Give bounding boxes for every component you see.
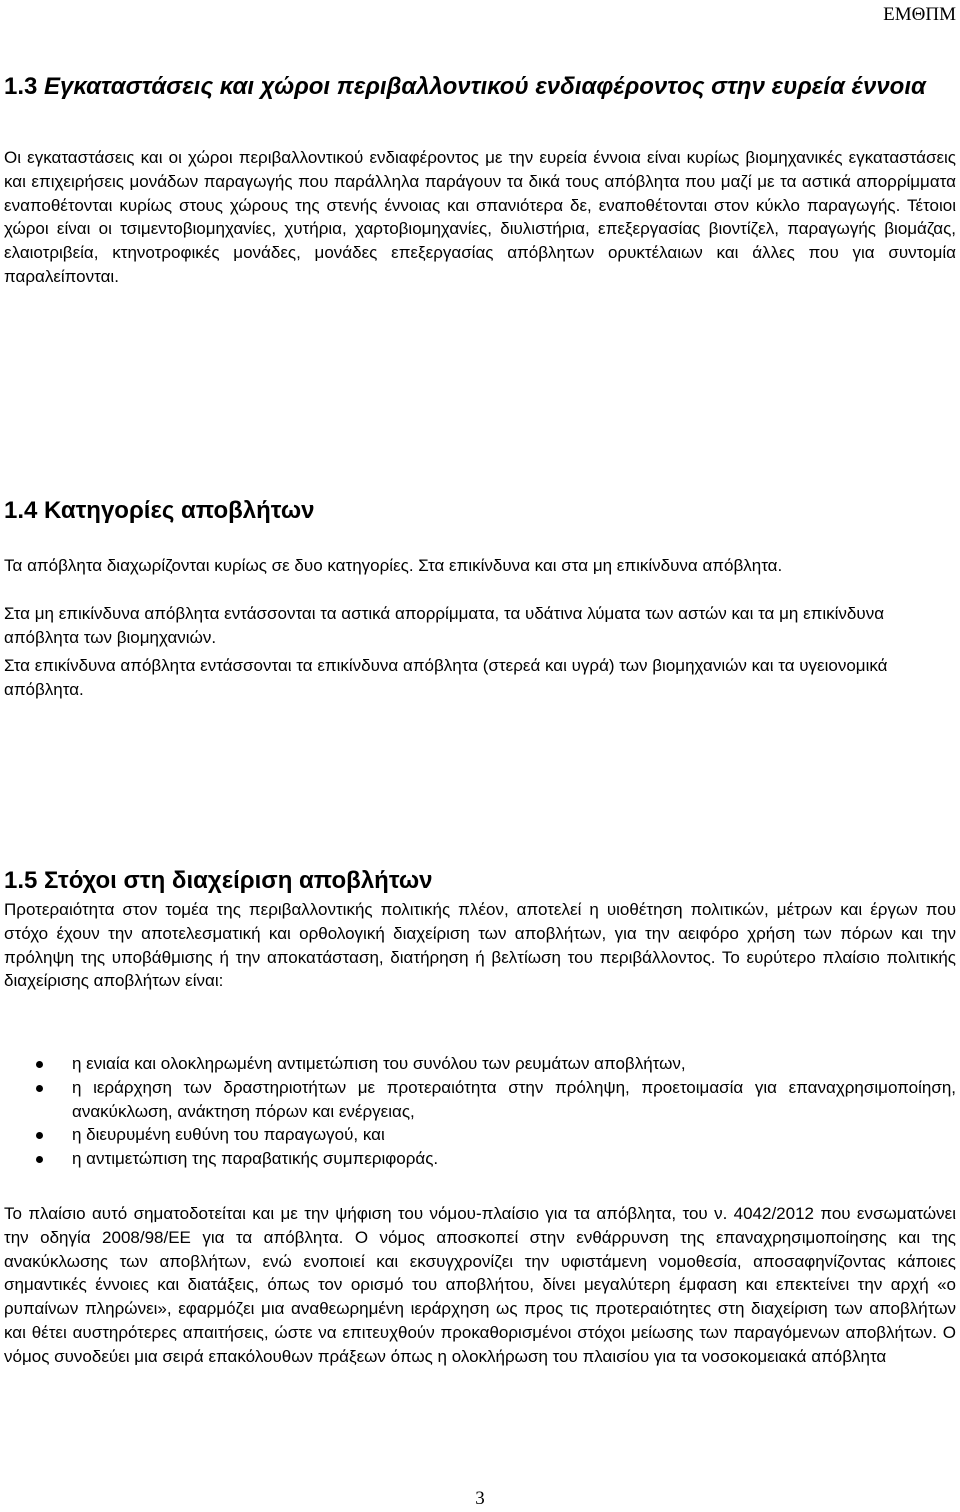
list-item: η διευρυμένη ευθύνη του παραγωγού, και	[4, 1123, 956, 1147]
document-header-label: ΕΜΘΠΜ	[883, 4, 956, 25]
section-heading-1-5: 1.5 Στόχοι στη διαχείριση αποβλήτων	[4, 867, 433, 894]
list-item: η ενιαία και ολοκληρωμένη αντιμετώπιση του συνόλου των ρευμάτων αποβλήτων,	[4, 1052, 956, 1076]
section-heading-1-4: 1.4 Κατηγορίες αποβλήτων	[4, 497, 315, 524]
section-title: Εγκαταστάσεις και χώροι περιβαλλοντικού ενδιαφέροντος στην ευρεία έννοια	[44, 73, 926, 100]
page-number: 3	[475, 1488, 485, 1509]
section-number: 1.3	[4, 73, 38, 100]
bullet-icon	[36, 1061, 43, 1068]
bullet-icon	[36, 1132, 43, 1139]
paragraph-1-3: Οι εγκαταστάσεις και οι χώροι περιβαλλοντικού ενδιαφέροντος με την ευρεία έννοια είναι κυρίως βιομηχανικές εγκαταστάσεις και επιχειρήσεις μονάδων παραγωγής που παράλληλα παράγουν τα δικά τους απόβλητα που μαζί με τα αστικά απορρίμματα εναποθέτονται κυρίως στους χώρους της στενής έννοιας και σπανιότερα δε, εναποθέτονται στον κύκλο παραγωγής. Τέτοιοι χώροι είναι οι τσιμεντοβιομηχανίες, χυτήρια, χαρτοβιομηχανίες, διυλιστήρια, επεξεργασίας βιοντίζελ, παραγωγής βιομάζας, ελαιοτριβεία, κτηνοτροφικές μονάδες, μονάδες επεξεργασίας απόβλητων ορυκτέλαιων και άλλες που για συντομία παραλείπονται.	[4, 148, 956, 286]
paragraph-1-4-b: Στα μη επικίνδυνα απόβλητα εντάσσονται τα αστικά απορρίμματα, τα υδάτινα λύματα των αστών και τα μη επικίνδυνα απόβλητα των βιομηχανιών.	[4, 604, 885, 647]
bullet-list	[4, 1052, 956, 1171]
bullet-icon	[36, 1156, 43, 1163]
bullet-icon	[36, 1085, 43, 1092]
list-item: η αντιμετώπιση της παραβατικής συμπεριφοράς.	[4, 1147, 956, 1171]
paragraph-1-5-closing: Το πλαίσιο αυτό σηματοδοτείται και με την ψήφιση του νόμου-πλαίσιο για τα απόβλητα, του ν. 4042/2012 που ενσωματώνει την οδηγία 2008/98/ΕΕ για τα απόβλητα. Ο νόμος αποσκοπεί στην ενθάρρυνση της επαναχρησιμοποίησης και της ανακύκλωσης των αποβλήτων, ενώ ενοποιεί και εκσυγχρονίζει την υφιστάμενη νομοθεσία, αποσαφηνίζοντας κάποιες σημαντικές έννοιες και διατάξεις, όπως τον ορισμό του αποβλήτου, δίνει μεγαλύτερη έμφαση και επεκτείνει την αρχή «ο ρυπαίνων πληρώνει», εφαρμόζει μια αναθεωρημένη ιεράρχηση ως προς τις προτεραιότητες στη διαχείριση των αποβλήτων και θέτει αυστηρότερες απαιτήσεις, ώστε να επιτευχθούν προκαθορισμένοι στόχοι μείωσης των παραγόμενων αποβλήτων. Ο νόμος συνοδεύει μια σειρά επακόλουθων πράξεων όπως η ολοκλήρωση του πλαισίου για τα νοσοκομειακά απόβλητα	[4, 1204, 956, 1366]
paragraph-1-4-a: Τα απόβλητα διαχωρίζονται κυρίως σε δυο κατηγορίες. Στα επικίνδυνα και στα μη επικίνδυνα απόβλητα.	[4, 556, 783, 575]
paragraph-1-4-c: Στα επικίνδυνα απόβλητα εντάσσονται τα επικίνδυνα απόβλητα (στερεά και υγρά) των βιομηχανιών και τα υγειονομικά απόβλητα.	[4, 656, 888, 699]
paragraph-1-5-intro: Προτεραιότητα στον τομέα της περιβαλλοντικής πολιτικής πλέον, αποτελεί η υιοθέτηση πολιτικών, μέτρων και έργων που στόχο έχουν την αποτελεσματική και ορθολογική διαχείριση των αποβλήτων, για την αειφόρο χρήση των πόρων και την πρόληψη της υποβάθμισης ή την αποκατάσταση, διατήρηση ή βελτίωση του περιβάλλοντος. Το ευρύτερο πλαίσιο πολιτικής διαχείρισης αποβλήτων είναι:	[4, 900, 956, 991]
list-item: η ιεράρχηση των δραστηριοτήτων με προτεραιότητα στην πρόληψη, προετοιμασία για επαναχρησιμοποίηση, ανακύκλωση, ανάκτηση πόρων και ενέργειας,	[4, 1076, 956, 1124]
section-heading-1-3	[4, 68, 956, 106]
